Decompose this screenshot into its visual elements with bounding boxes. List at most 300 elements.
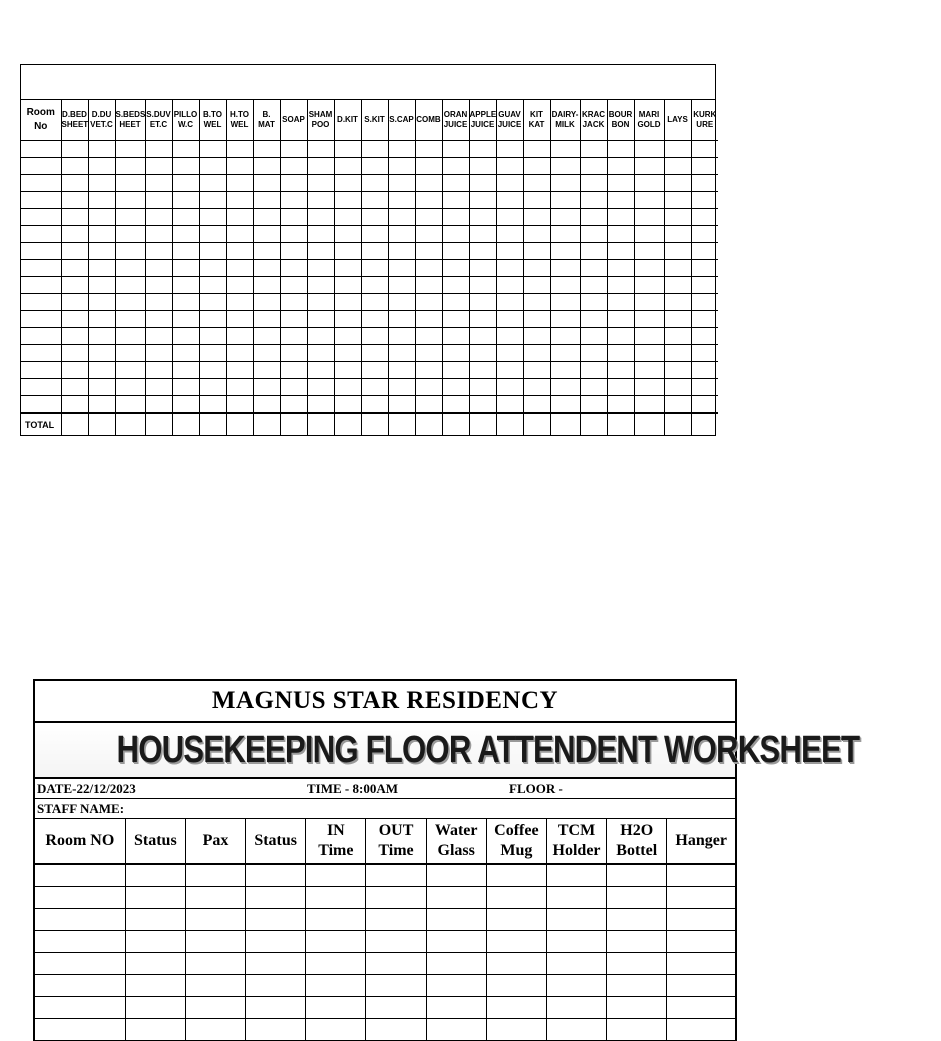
inventory-cell[interactable] bbox=[664, 311, 691, 328]
inventory-cell[interactable] bbox=[634, 192, 664, 209]
inventory-cell[interactable] bbox=[442, 243, 469, 260]
inventory-cell[interactable] bbox=[280, 260, 307, 277]
inventory-cell[interactable] bbox=[415, 311, 442, 328]
inventory-cell[interactable] bbox=[280, 141, 307, 158]
worksheet-cell[interactable] bbox=[486, 864, 546, 887]
inventory-total-cell[interactable] bbox=[664, 413, 691, 435]
worksheet-cell[interactable] bbox=[246, 997, 306, 1019]
worksheet-cell[interactable] bbox=[366, 997, 426, 1019]
inventory-cell[interactable] bbox=[442, 379, 469, 396]
inventory-cell[interactable] bbox=[226, 243, 253, 260]
inventory-cell[interactable] bbox=[172, 362, 199, 379]
worksheet-cell[interactable] bbox=[366, 887, 426, 909]
inventory-cell[interactable] bbox=[664, 294, 691, 311]
worksheet-cell[interactable] bbox=[185, 931, 245, 953]
inventory-cell[interactable] bbox=[226, 192, 253, 209]
worksheet-cell[interactable] bbox=[546, 975, 606, 997]
inventory-cell[interactable] bbox=[550, 226, 580, 243]
inventory-cell[interactable] bbox=[21, 209, 61, 226]
inventory-cell[interactable] bbox=[496, 260, 523, 277]
inventory-cell[interactable] bbox=[21, 362, 61, 379]
worksheet-cell[interactable] bbox=[35, 953, 125, 975]
inventory-cell[interactable] bbox=[388, 158, 415, 175]
inventory-cell[interactable] bbox=[415, 141, 442, 158]
inventory-cell[interactable] bbox=[334, 158, 361, 175]
inventory-cell[interactable] bbox=[199, 362, 226, 379]
inventory-cell[interactable] bbox=[88, 379, 115, 396]
inventory-cell[interactable] bbox=[307, 192, 334, 209]
inventory-cell[interactable] bbox=[307, 294, 334, 311]
inventory-cell[interactable] bbox=[496, 209, 523, 226]
inventory-cell[interactable] bbox=[226, 226, 253, 243]
inventory-cell[interactable] bbox=[634, 362, 664, 379]
inventory-cell[interactable] bbox=[388, 328, 415, 345]
inventory-cell[interactable] bbox=[388, 362, 415, 379]
inventory-total-cell[interactable] bbox=[523, 413, 550, 435]
inventory-cell[interactable] bbox=[334, 175, 361, 192]
worksheet-cell[interactable] bbox=[667, 887, 735, 909]
inventory-cell[interactable] bbox=[469, 345, 496, 362]
worksheet-cell[interactable] bbox=[125, 997, 185, 1019]
inventory-cell[interactable] bbox=[199, 328, 226, 345]
inventory-cell[interactable] bbox=[226, 277, 253, 294]
inventory-cell[interactable] bbox=[88, 328, 115, 345]
inventory-cell[interactable] bbox=[550, 192, 580, 209]
inventory-cell[interactable] bbox=[607, 362, 634, 379]
inventory-cell[interactable] bbox=[226, 294, 253, 311]
inventory-total-cell[interactable] bbox=[334, 413, 361, 435]
worksheet-cell[interactable] bbox=[246, 887, 306, 909]
inventory-cell[interactable] bbox=[21, 345, 61, 362]
inventory-cell[interactable] bbox=[607, 396, 634, 414]
inventory-cell[interactable] bbox=[280, 192, 307, 209]
inventory-cell[interactable] bbox=[415, 175, 442, 192]
inventory-cell[interactable] bbox=[88, 362, 115, 379]
inventory-cell[interactable] bbox=[691, 260, 718, 277]
inventory-cell[interactable] bbox=[580, 362, 607, 379]
inventory-cell[interactable] bbox=[88, 294, 115, 311]
inventory-cell[interactable] bbox=[664, 158, 691, 175]
inventory-cell[interactable] bbox=[691, 226, 718, 243]
worksheet-cell[interactable] bbox=[426, 953, 486, 975]
inventory-cell[interactable] bbox=[469, 260, 496, 277]
inventory-cell[interactable] bbox=[469, 379, 496, 396]
inventory-total-cell[interactable] bbox=[145, 413, 172, 435]
inventory-cell[interactable] bbox=[172, 328, 199, 345]
worksheet-cell[interactable] bbox=[246, 953, 306, 975]
inventory-cell[interactable] bbox=[115, 141, 145, 158]
inventory-cell[interactable] bbox=[199, 311, 226, 328]
inventory-cell[interactable] bbox=[664, 175, 691, 192]
inventory-cell[interactable] bbox=[469, 158, 496, 175]
inventory-cell[interactable] bbox=[580, 226, 607, 243]
inventory-cell[interactable] bbox=[21, 192, 61, 209]
worksheet-cell[interactable] bbox=[486, 953, 546, 975]
inventory-cell[interactable] bbox=[88, 226, 115, 243]
inventory-total-cell[interactable] bbox=[253, 413, 280, 435]
inventory-cell[interactable] bbox=[253, 277, 280, 294]
inventory-total-cell[interactable] bbox=[88, 413, 115, 435]
inventory-cell[interactable] bbox=[61, 311, 88, 328]
inventory-cell[interactable] bbox=[307, 328, 334, 345]
inventory-cell[interactable] bbox=[442, 294, 469, 311]
inventory-cell[interactable] bbox=[88, 192, 115, 209]
worksheet-cell[interactable] bbox=[546, 909, 606, 931]
inventory-cell[interactable] bbox=[415, 396, 442, 414]
worksheet-cell[interactable] bbox=[306, 975, 366, 997]
worksheet-cell[interactable] bbox=[35, 931, 125, 953]
inventory-cell[interactable] bbox=[523, 192, 550, 209]
inventory-cell[interactable] bbox=[115, 345, 145, 362]
inventory-cell[interactable] bbox=[61, 328, 88, 345]
inventory-cell[interactable] bbox=[415, 226, 442, 243]
inventory-cell[interactable] bbox=[199, 277, 226, 294]
inventory-total-cell[interactable] bbox=[496, 413, 523, 435]
inventory-cell[interactable] bbox=[199, 243, 226, 260]
inventory-cell[interactable] bbox=[115, 362, 145, 379]
inventory-cell[interactable] bbox=[253, 345, 280, 362]
inventory-cell[interactable] bbox=[361, 141, 388, 158]
inventory-cell[interactable] bbox=[61, 362, 88, 379]
inventory-cell[interactable] bbox=[607, 277, 634, 294]
inventory-cell[interactable] bbox=[634, 345, 664, 362]
inventory-cell[interactable] bbox=[691, 243, 718, 260]
worksheet-cell[interactable] bbox=[185, 975, 245, 997]
inventory-cell[interactable] bbox=[580, 158, 607, 175]
inventory-cell[interactable] bbox=[334, 192, 361, 209]
worksheet-cell[interactable] bbox=[306, 997, 366, 1019]
inventory-cell[interactable] bbox=[172, 396, 199, 414]
inventory-cell[interactable] bbox=[226, 158, 253, 175]
inventory-cell[interactable] bbox=[334, 243, 361, 260]
inventory-cell[interactable] bbox=[361, 260, 388, 277]
inventory-cell[interactable] bbox=[496, 243, 523, 260]
inventory-cell[interactable] bbox=[115, 226, 145, 243]
inventory-total-cell[interactable] bbox=[442, 413, 469, 435]
inventory-cell[interactable] bbox=[691, 328, 718, 345]
inventory-cell[interactable] bbox=[280, 243, 307, 260]
worksheet-cell[interactable] bbox=[667, 975, 735, 997]
inventory-cell[interactable] bbox=[145, 379, 172, 396]
inventory-cell[interactable] bbox=[442, 192, 469, 209]
inventory-cell[interactable] bbox=[307, 362, 334, 379]
inventory-total-cell[interactable] bbox=[361, 413, 388, 435]
inventory-cell[interactable] bbox=[388, 192, 415, 209]
worksheet-cell[interactable] bbox=[366, 1019, 426, 1041]
inventory-cell[interactable] bbox=[634, 379, 664, 396]
inventory-cell[interactable] bbox=[199, 192, 226, 209]
inventory-cell[interactable] bbox=[145, 158, 172, 175]
inventory-cell[interactable] bbox=[442, 226, 469, 243]
inventory-cell[interactable] bbox=[388, 260, 415, 277]
inventory-cell[interactable] bbox=[415, 192, 442, 209]
inventory-cell[interactable] bbox=[415, 209, 442, 226]
inventory-cell[interactable] bbox=[469, 175, 496, 192]
inventory-cell[interactable] bbox=[21, 396, 61, 414]
inventory-cell[interactable] bbox=[634, 396, 664, 414]
inventory-cell[interactable] bbox=[523, 226, 550, 243]
inventory-cell[interactable] bbox=[496, 277, 523, 294]
inventory-cell[interactable] bbox=[664, 277, 691, 294]
inventory-cell[interactable] bbox=[253, 209, 280, 226]
inventory-total-cell[interactable] bbox=[280, 413, 307, 435]
worksheet-cell[interactable] bbox=[306, 953, 366, 975]
inventory-cell[interactable] bbox=[253, 260, 280, 277]
inventory-cell[interactable] bbox=[21, 175, 61, 192]
inventory-total-cell[interactable] bbox=[226, 413, 253, 435]
inventory-cell[interactable] bbox=[442, 209, 469, 226]
inventory-cell[interactable] bbox=[307, 158, 334, 175]
inventory-cell[interactable] bbox=[580, 328, 607, 345]
inventory-cell[interactable] bbox=[253, 396, 280, 414]
inventory-cell[interactable] bbox=[21, 328, 61, 345]
inventory-cell[interactable] bbox=[415, 260, 442, 277]
inventory-cell[interactable] bbox=[361, 209, 388, 226]
inventory-cell[interactable] bbox=[523, 209, 550, 226]
inventory-cell[interactable] bbox=[361, 345, 388, 362]
inventory-cell[interactable] bbox=[226, 345, 253, 362]
inventory-cell[interactable] bbox=[172, 294, 199, 311]
inventory-cell[interactable] bbox=[691, 141, 718, 158]
inventory-cell[interactable] bbox=[61, 277, 88, 294]
inventory-cell[interactable] bbox=[280, 294, 307, 311]
inventory-cell[interactable] bbox=[523, 260, 550, 277]
inventory-cell[interactable] bbox=[334, 277, 361, 294]
inventory-cell[interactable] bbox=[607, 294, 634, 311]
inventory-cell[interactable] bbox=[634, 260, 664, 277]
worksheet-cell[interactable] bbox=[185, 997, 245, 1019]
inventory-cell[interactable] bbox=[550, 328, 580, 345]
inventory-cell[interactable] bbox=[88, 345, 115, 362]
worksheet-cell[interactable] bbox=[125, 909, 185, 931]
worksheet-cell[interactable] bbox=[426, 1019, 486, 1041]
worksheet-cell[interactable] bbox=[546, 887, 606, 909]
inventory-cell[interactable] bbox=[199, 158, 226, 175]
inventory-cell[interactable] bbox=[607, 226, 634, 243]
inventory-cell[interactable] bbox=[550, 243, 580, 260]
inventory-cell[interactable] bbox=[691, 158, 718, 175]
inventory-cell[interactable] bbox=[469, 294, 496, 311]
inventory-cell[interactable] bbox=[21, 260, 61, 277]
worksheet-cell[interactable] bbox=[125, 953, 185, 975]
inventory-cell[interactable] bbox=[469, 328, 496, 345]
inventory-cell[interactable] bbox=[580, 277, 607, 294]
inventory-cell[interactable] bbox=[388, 243, 415, 260]
inventory-cell[interactable] bbox=[550, 379, 580, 396]
inventory-cell[interactable] bbox=[145, 396, 172, 414]
worksheet-cell[interactable] bbox=[35, 975, 125, 997]
inventory-cell[interactable] bbox=[253, 243, 280, 260]
inventory-cell[interactable] bbox=[361, 175, 388, 192]
inventory-cell[interactable] bbox=[496, 192, 523, 209]
worksheet-cell[interactable] bbox=[125, 887, 185, 909]
worksheet-cell[interactable] bbox=[607, 997, 667, 1019]
inventory-cell[interactable] bbox=[415, 345, 442, 362]
inventory-cell[interactable] bbox=[334, 294, 361, 311]
inventory-cell[interactable] bbox=[334, 311, 361, 328]
inventory-cell[interactable] bbox=[21, 311, 61, 328]
inventory-cell[interactable] bbox=[634, 328, 664, 345]
inventory-cell[interactable] bbox=[145, 141, 172, 158]
inventory-cell[interactable] bbox=[145, 328, 172, 345]
inventory-cell[interactable] bbox=[469, 209, 496, 226]
worksheet-cell[interactable] bbox=[306, 864, 366, 887]
inventory-cell[interactable] bbox=[388, 226, 415, 243]
inventory-cell[interactable] bbox=[580, 294, 607, 311]
inventory-cell[interactable] bbox=[226, 141, 253, 158]
inventory-cell[interactable] bbox=[664, 345, 691, 362]
inventory-cell[interactable] bbox=[691, 277, 718, 294]
inventory-cell[interactable] bbox=[496, 328, 523, 345]
worksheet-cell[interactable] bbox=[486, 887, 546, 909]
inventory-cell[interactable] bbox=[172, 277, 199, 294]
inventory-cell[interactable] bbox=[634, 277, 664, 294]
inventory-cell[interactable] bbox=[199, 345, 226, 362]
inventory-cell[interactable] bbox=[523, 243, 550, 260]
inventory-cell[interactable] bbox=[607, 141, 634, 158]
inventory-cell[interactable] bbox=[388, 345, 415, 362]
inventory-cell[interactable] bbox=[145, 362, 172, 379]
inventory-cell[interactable] bbox=[634, 294, 664, 311]
worksheet-cell[interactable] bbox=[486, 997, 546, 1019]
inventory-cell[interactable] bbox=[388, 277, 415, 294]
inventory-cell[interactable] bbox=[607, 175, 634, 192]
inventory-cell[interactable] bbox=[361, 243, 388, 260]
inventory-cell[interactable] bbox=[61, 192, 88, 209]
inventory-cell[interactable] bbox=[580, 243, 607, 260]
inventory-cell[interactable] bbox=[361, 192, 388, 209]
inventory-cell[interactable] bbox=[664, 260, 691, 277]
inventory-cell[interactable] bbox=[415, 243, 442, 260]
inventory-cell[interactable] bbox=[199, 396, 226, 414]
inventory-cell[interactable] bbox=[88, 396, 115, 414]
inventory-cell[interactable] bbox=[550, 209, 580, 226]
inventory-cell[interactable] bbox=[607, 379, 634, 396]
inventory-cell[interactable] bbox=[88, 311, 115, 328]
worksheet-cell[interactable] bbox=[185, 909, 245, 931]
worksheet-cell[interactable] bbox=[366, 864, 426, 887]
inventory-cell[interactable] bbox=[415, 294, 442, 311]
inventory-cell[interactable] bbox=[634, 243, 664, 260]
inventory-cell[interactable] bbox=[115, 209, 145, 226]
inventory-cell[interactable] bbox=[664, 141, 691, 158]
inventory-cell[interactable] bbox=[253, 379, 280, 396]
inventory-cell[interactable] bbox=[21, 141, 61, 158]
inventory-cell[interactable] bbox=[145, 311, 172, 328]
inventory-cell[interactable] bbox=[253, 294, 280, 311]
inventory-cell[interactable] bbox=[469, 396, 496, 414]
inventory-cell[interactable] bbox=[607, 243, 634, 260]
inventory-cell[interactable] bbox=[199, 260, 226, 277]
inventory-cell[interactable] bbox=[691, 209, 718, 226]
inventory-cell[interactable] bbox=[442, 396, 469, 414]
inventory-cell[interactable] bbox=[523, 328, 550, 345]
inventory-cell[interactable] bbox=[442, 311, 469, 328]
inventory-cell[interactable] bbox=[361, 277, 388, 294]
inventory-cell[interactable] bbox=[388, 209, 415, 226]
inventory-cell[interactable] bbox=[280, 158, 307, 175]
worksheet-cell[interactable] bbox=[366, 953, 426, 975]
inventory-cell[interactable] bbox=[580, 311, 607, 328]
inventory-cell[interactable] bbox=[442, 141, 469, 158]
worksheet-cell[interactable] bbox=[667, 931, 735, 953]
inventory-cell[interactable] bbox=[664, 396, 691, 414]
inventory-cell[interactable] bbox=[61, 379, 88, 396]
inventory-cell[interactable] bbox=[442, 260, 469, 277]
inventory-cell[interactable] bbox=[442, 328, 469, 345]
inventory-cell[interactable] bbox=[21, 379, 61, 396]
inventory-cell[interactable] bbox=[61, 141, 88, 158]
inventory-cell[interactable] bbox=[496, 226, 523, 243]
worksheet-cell[interactable] bbox=[246, 864, 306, 887]
inventory-cell[interactable] bbox=[550, 141, 580, 158]
inventory-cell[interactable] bbox=[607, 260, 634, 277]
worksheet-cell[interactable] bbox=[185, 864, 245, 887]
inventory-cell[interactable] bbox=[523, 311, 550, 328]
inventory-cell[interactable] bbox=[415, 379, 442, 396]
worksheet-cell[interactable] bbox=[35, 864, 125, 887]
inventory-cell[interactable] bbox=[496, 345, 523, 362]
worksheet-cell[interactable] bbox=[486, 1019, 546, 1041]
inventory-cell[interactable] bbox=[199, 379, 226, 396]
inventory-cell[interactable] bbox=[550, 277, 580, 294]
inventory-cell[interactable] bbox=[634, 158, 664, 175]
inventory-cell[interactable] bbox=[334, 345, 361, 362]
inventory-cell[interactable] bbox=[226, 379, 253, 396]
inventory-cell[interactable] bbox=[664, 226, 691, 243]
worksheet-cell[interactable] bbox=[486, 909, 546, 931]
inventory-cell[interactable] bbox=[580, 379, 607, 396]
inventory-cell[interactable] bbox=[523, 294, 550, 311]
worksheet-cell[interactable] bbox=[426, 864, 486, 887]
inventory-cell[interactable] bbox=[253, 158, 280, 175]
inventory-cell[interactable] bbox=[115, 192, 145, 209]
inventory-cell[interactable] bbox=[580, 141, 607, 158]
inventory-cell[interactable] bbox=[334, 328, 361, 345]
inventory-cell[interactable] bbox=[280, 345, 307, 362]
inventory-cell[interactable] bbox=[550, 294, 580, 311]
inventory-cell[interactable] bbox=[145, 345, 172, 362]
inventory-total-cell[interactable] bbox=[307, 413, 334, 435]
worksheet-cell[interactable] bbox=[185, 1019, 245, 1041]
inventory-cell[interactable] bbox=[607, 328, 634, 345]
worksheet-cell[interactable] bbox=[546, 1019, 606, 1041]
inventory-cell[interactable] bbox=[388, 379, 415, 396]
inventory-cell[interactable] bbox=[199, 209, 226, 226]
worksheet-cell[interactable] bbox=[246, 975, 306, 997]
inventory-cell[interactable] bbox=[145, 294, 172, 311]
inventory-total-cell[interactable] bbox=[469, 413, 496, 435]
inventory-cell[interactable] bbox=[253, 362, 280, 379]
inventory-cell[interactable] bbox=[415, 328, 442, 345]
inventory-cell[interactable] bbox=[172, 192, 199, 209]
inventory-cell[interactable] bbox=[307, 209, 334, 226]
inventory-cell[interactable] bbox=[115, 277, 145, 294]
inventory-total-cell[interactable] bbox=[388, 413, 415, 435]
worksheet-cell[interactable] bbox=[246, 909, 306, 931]
worksheet-cell[interactable] bbox=[667, 909, 735, 931]
inventory-cell[interactable] bbox=[280, 379, 307, 396]
inventory-cell[interactable] bbox=[334, 396, 361, 414]
inventory-cell[interactable] bbox=[388, 294, 415, 311]
worksheet-cell[interactable] bbox=[546, 997, 606, 1019]
inventory-cell[interactable] bbox=[280, 328, 307, 345]
inventory-total-cell[interactable] bbox=[415, 413, 442, 435]
inventory-cell[interactable] bbox=[307, 311, 334, 328]
inventory-total-cell[interactable] bbox=[550, 413, 580, 435]
inventory-total-cell[interactable] bbox=[199, 413, 226, 435]
inventory-cell[interactable] bbox=[172, 345, 199, 362]
